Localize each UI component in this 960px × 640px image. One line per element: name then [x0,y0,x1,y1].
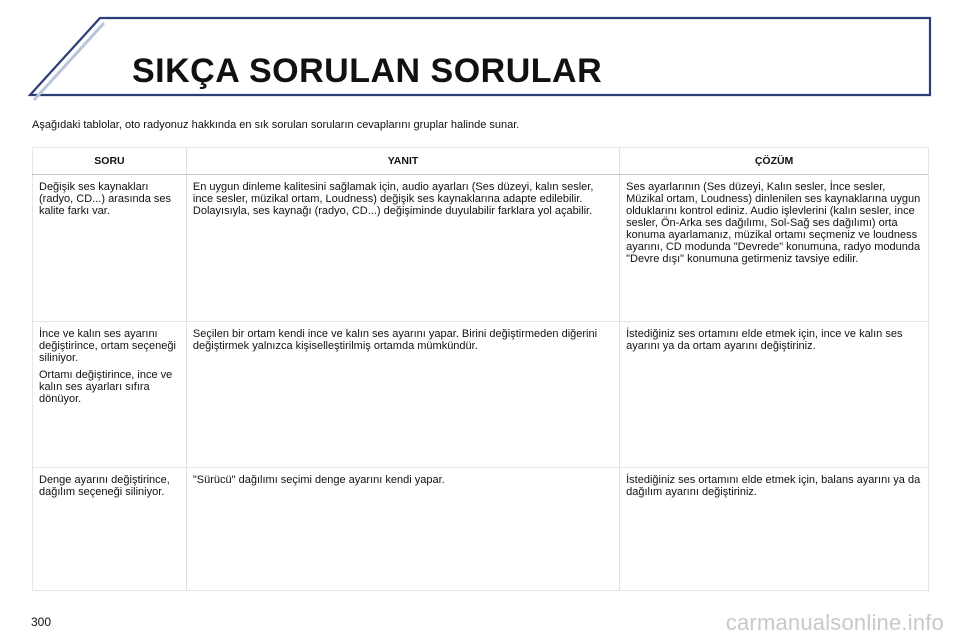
table-header-row [33,148,929,175]
table-row [33,175,929,322]
solution-cell: Ses ayarlarının (Ses düzeyi, Kalın sesler, İnce sesler, Müzikal ortam, Loudness) dinlenilen ses kaynaklarına uygun olduklarını kontrol ediniz. Audio işlevlerini (kalın sesler, ince sesler, Ön-Arka ses dağılımı, Sol-Sağ ses dağılımı) orta konuma ayarlamanız, müzikal ortamı seçmeniz ve loudness ayarını, CD modunda "Devrede" konumuna, radyo modunda "Devre dışı" konumuna getirmeniz tavsiye edilir. [620,175,929,322]
solution-cell: İstediğiniz ses ortamını elde etmek için, balans ayarını ya da dağılım ayarını değiştiriniz. [620,468,929,591]
answer-cell: "Sürücü" dağılımı seçimi denge ayarını kendi yapar. [186,468,619,591]
question-text: İnce ve kalın ses ayarını değiştirince, ortam seçeneği siliniyor. [39,328,176,364]
question-cell [33,468,187,591]
question-cell [33,322,187,468]
table-row [33,468,929,591]
header-question: SORU [33,148,187,175]
answer-cell: En uygun dinleme kalitesini sağlamak için, audio ayarları (Ses düzeyi, kalın sesler, ince sesler, müzikal ortam, Loudness) değişik ses kaynaklarına adapte edilebilir. Dolayısıyla, ses kaynağı (radyo, CD...) değişiminde duyulabilir farklara yol açabilir. [186,175,619,322]
intro-text: Aşağıdaki tablolar, oto radyonuz hakkında en sık sorulan soruların cevaplarını gruplar halinde sunar. [32,119,520,131]
page-title: SIKÇA SORULAN SORULAR [132,52,603,90]
table-row [33,322,929,468]
question-text: Ortamı değiştirince, ince ve kalın ses ayarları sıfıra dönüyor. [39,369,173,405]
header-answer: YANIT [186,148,619,175]
faq-table [32,147,929,591]
question-text: Denge ayarını değiştirince, dağılım seçeneği siliniyor. [39,474,170,498]
header-solution: ÇÖZÜM [620,148,929,175]
watermark: carmanualsonline.info [725,610,944,635]
answer-cell: Seçilen bir ortam kendi ince ve kalın ses ayarını yapar. Birini değiştirmeden diğerini değiştirmek yalnızca kişiselleştirilmiş ortamda mümkündür. [186,322,619,468]
page-number: 300 [31,615,52,629]
solution-cell: İstediğiniz ses ortamını elde etmek için, ince ve kalın ses ayarını ya da ortam ayarını değiştiriniz. [620,322,929,468]
question-text: Değişik ses kaynakları (radyo, CD...) arasında ses kalite farkı var. [39,181,172,217]
question-cell [33,175,187,322]
